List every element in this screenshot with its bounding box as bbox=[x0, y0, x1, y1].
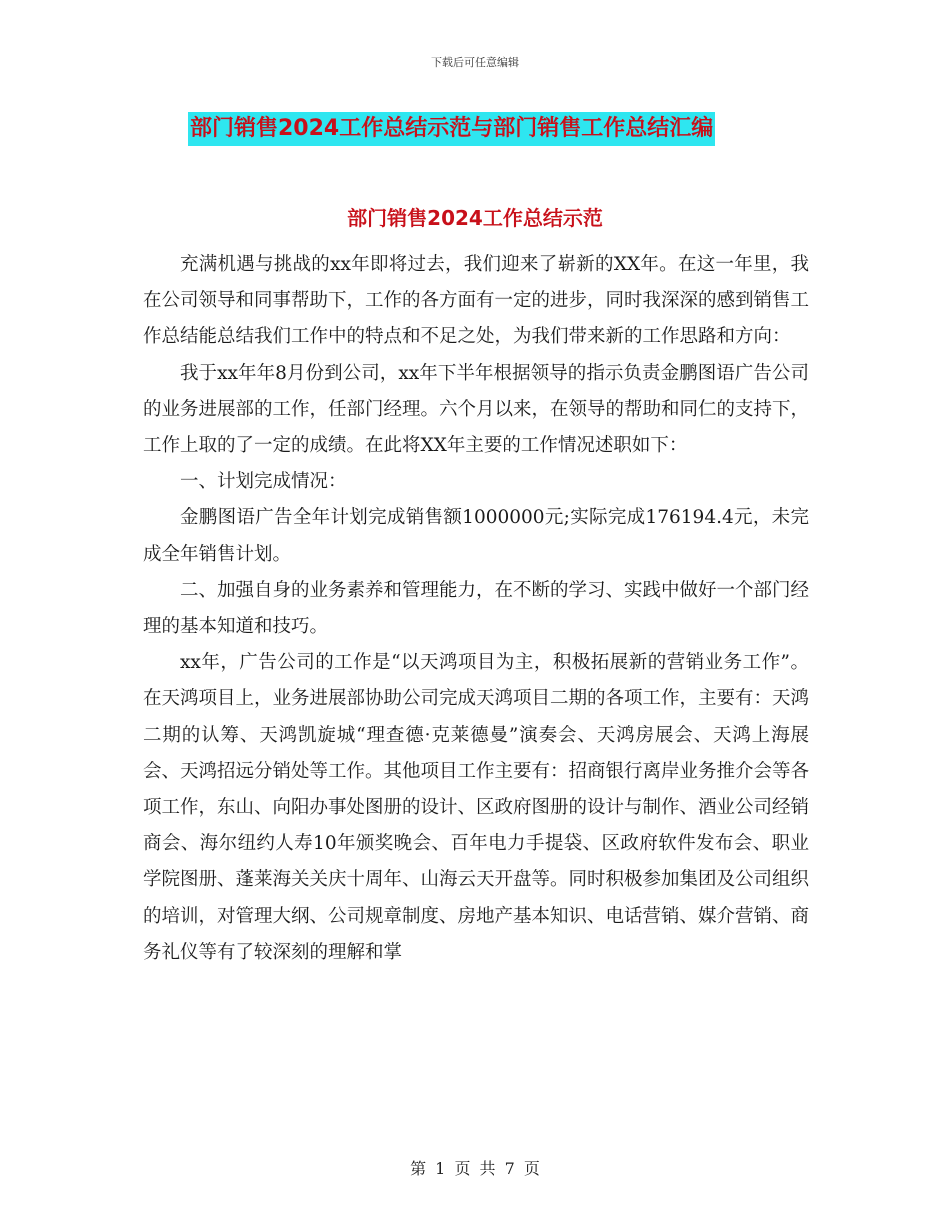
page-indicator: 第 1 页 共 7 页 bbox=[410, 1159, 540, 1178]
paragraph: 我于xx年年8月份到公司，xx年下半年根据领导的指示负责金鹏图语广告公司的业务进展部的工作，任部门经理。六个月以来，在领导的帮助和同仁的支持下，工作上取的了一定的成绩。在此将XX年主要的工作情况述职如下： bbox=[143, 362, 810, 457]
document-main-title: 部门销售2024工作总结示范与部门销售工作总结汇编 bbox=[188, 112, 715, 146]
paragraph: xx年，广告公司的工作是“以天鸿项目为主，积极拓展新的营销业务工作”。在天鸿项目上，业务进展部协助公司完成天鸿项目二期的各项工作，主要有：天鸿二期的认筹、天鸿凯旋城“理查德·克莱德曼”演奏会、天鸿房展会、天鸿上海展会、天鸿招远分销处等工作。其他项目工作主要有：招商银行离岸业务推介会等各项工作，东山、向阳办事处图册的设计、区政府图册的设计与制作、酒业公司经销商会、海尔纽约人寿10年颁奖晚会、百年电力手提袋、区政府软件发布会、职业学院图册、蓬莱海关关庆十周年、山海云天开盘等。同时积极参加集团及公司组织的培训，对管理大纲、公司规章制度、房地产基本知识、电话营销、媒介营销、商务礼仪等有了较深刻的理解和掌 bbox=[143, 652, 810, 963]
section-title: 部门销售2024工作总结示范 bbox=[347, 206, 603, 230]
document-body bbox=[143, 247, 809, 971]
paragraph: 金鹏图语广告全年计划完成销售额1000000元;实际完成176194.4元，未完成全年销售计划。 bbox=[143, 507, 809, 565]
paragraph: 一、计划完成情况： bbox=[180, 471, 347, 493]
paragraph: 二、加强自身的业务素养和管理能力，在不断的学习、实践中做好一个部门经理的基本知道和技巧。 bbox=[143, 579, 810, 638]
paragraph: 充满机遇与挑战的xx年即将过去，我们迎来了崭新的XX年。在这一年里，我在公司领导和同事帮助下，工作的各方面有一定的进步，同时我深深的感到销售工作总结能总结我们工作中的特点和不足之处，为我们带来新的工作思路和方向： bbox=[143, 254, 810, 348]
header-note: 下载后可任意编辑 bbox=[431, 56, 519, 69]
